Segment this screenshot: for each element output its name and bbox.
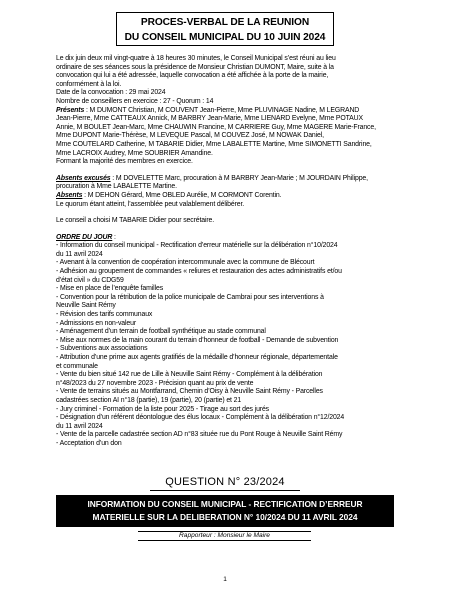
- conseillers-count: Nombre de conseillers en exercice : 27 - Quorum : 14: [56, 97, 214, 105]
- ordre-item-line: - Jury criminel - Formation de la liste pour 2025 - Tirage au sort des jurés: [56, 405, 270, 413]
- excuses-line: Absents excusés : M DOVELETTE Marc, procuration à M BARBRY Jean-Marie ; M JOURDAIN Philippe,: [56, 174, 368, 182]
- question-title-line-2: MATERIELLE SUR LA DELIBERATION N° 10/2024 DU 11 AVRIL 2024: [92, 511, 358, 522]
- title-line-1: PROCES-VERBAL DE LA REUNION: [140, 17, 310, 28]
- quorum-line: Le quorum étant atteint, l’assemblée peut valablement délibérer.: [56, 200, 245, 208]
- page-number: 1: [223, 576, 227, 583]
- presents-line: Mme COUTELARD Catherine, M TABARIE Didier, Mme LABALETTE Martine, Mme SIMONETTI Sandrine,: [56, 140, 372, 148]
- ordre-item-line: - Vente du bien situé 142 rue de Lille à Neuville Saint Rémy - Complément à la délibération: [56, 371, 323, 379]
- presents-line: Annie, M BOULET Jean-Marc, Mme CHAUWIN Francine, M CARRIERE Guy, Mme MAGERE Marie-France,: [56, 123, 376, 131]
- majorite-line: Formant la majorité des membres en exercice.: [56, 158, 193, 166]
- presents-line: Jean-Pierre, Mme CATTEAUX Annick, M BARBRY Jean-Marie, Mme LIENARD Evelyne, Mme POTAUX: [56, 115, 363, 123]
- ordre-item-line: n°48/2023 du 27 novembre 2023 - Précision quant au prix de vente: [56, 379, 254, 387]
- ordre-item-line: et communale: [56, 362, 98, 370]
- intro-line: ordinaire de ses séances sous la présidence de Monsieur Christian DUMONT, Maire, suite à la: [56, 63, 334, 71]
- ordre-item-line: - Subventions aux associations: [56, 345, 148, 353]
- ordre-item-line: Neuville Saint Rémy: [56, 302, 116, 310]
- absents-label: Absents: [56, 191, 83, 199]
- question-title-box: [56, 495, 394, 527]
- ordre-item-line: - Adhésion au groupement de commandes « reliures et restauration des actes administratifs et/ou: [56, 268, 342, 276]
- title-box: [116, 12, 334, 46]
- rapporteur: Rapporteur : Monsieur le Maire: [138, 531, 311, 541]
- title-line-2: DU CONSEIL MUNICIPAL DU 10 JUIN 2024: [124, 32, 326, 43]
- question-number: QUESTION N° 23/2024: [165, 476, 285, 488]
- ordre-du-jour-heading: ORDRE DU JOUR :: [56, 233, 116, 241]
- ordre-item-line: - Désignation d’un référent déontologue des élus locaux - Complément à la délibération n°12/2024: [56, 414, 345, 422]
- ordre-item-line: cadastrées section AI n°18 (partie), 19 (partie), 20 (partie) et 21: [56, 396, 242, 404]
- ordre-item-line: - Vente de terrains situés au Montfarrand, Chemin d’Oisy à Neuville Saint Rémy - Parcelles: [56, 388, 323, 396]
- intro-line: conformément à la loi.: [56, 80, 122, 88]
- ordre-label: ORDRE DU JOUR: [56, 233, 113, 241]
- intro-line: convocation qui lui a été adressée, laquelle convocation a été affichée à la porte de la mairie,: [56, 72, 329, 80]
- ordre-item-line: - Admissions en non-valeur: [56, 319, 136, 327]
- presents-line: Présents : M DUMONT Christian, M COUVENT Jean-Pierre, Mme PLUVINAGE Nadine, M LEGRAND: [56, 106, 360, 114]
- presents-label: Présents: [56, 106, 85, 114]
- ordre-item-line: - Mise aux normes de la main courant du terrain d’honneur de football - Demande de subvention: [56, 336, 339, 344]
- presents-line: Mme DUPONT Marie-Thérèse, M LEVEQUE Pascal, M COUVEZ José, M NOWAK Daniel,: [56, 132, 324, 140]
- ordre-item-line: - Information du conseil municipal - Rectification d’erreur matérielle sur la délibération n°10/2024: [56, 242, 338, 250]
- secretaire-line: Le conseil a choisi M TABARIE Didier pour secrétaire.: [56, 217, 215, 225]
- ordre-item-line: - Acceptation d’un don: [56, 439, 122, 447]
- question-title-line-1: INFORMATION DU CONSEIL MUNICIPAL - RECTIFICATION D’ERREUR: [87, 499, 363, 509]
- absents-line: Absents : M DEHON Gérard, Mme OBLED Aurélie, M CORMONT Corentin.: [56, 191, 282, 199]
- intro-line: Le dix juin deux mil vingt-quatre à 18 heures 30 minutes, le Conseil Municipal s’est réuni au lieu: [56, 55, 336, 62]
- ordre-item-line: - Attribution d’une prime aux agents gratifiés de la médaille d’honneur régionale, départementale: [56, 354, 338, 361]
- ordre-item-line: - Aménagement d’un terrain de football synthétique au stade communal: [56, 328, 266, 336]
- ordre-item-line: - Convention pour la rétribution de la police municipale de Cambrai pour ses interventions à: [56, 293, 324, 301]
- ordre-item-line: - Avenant à la convention de coopération intercommunale avec la commune de Blécourt: [56, 259, 315, 267]
- document-body: [56, 55, 396, 449]
- ordre-item-line: du 11 avril 2024: [56, 250, 103, 258]
- excuses-label: Absents excusés: [56, 174, 111, 182]
- convocation-date: Date de la convocation : 29 mai 2024: [56, 89, 166, 97]
- ordre-item-line: d’état civil » du CDG59: [56, 276, 124, 284]
- ordre-item-line: du 11 avril 2024: [56, 422, 103, 430]
- ordre-du-jour-list: [56, 242, 396, 448]
- question-rule: [150, 490, 300, 491]
- excuses-line: procuration à Mme LABALETTE Martine.: [56, 183, 177, 191]
- presents-line: Mme LACROIX Audrey, Mme SOUBRIER Amandine.: [56, 149, 213, 157]
- ordre-item-line: - Révision des tarifs communaux: [56, 311, 153, 319]
- ordre-item-line: - Mise en place de l’enquête familles: [56, 285, 164, 293]
- ordre-item-line: - Vente de la parcelle cadastrée section AD n°83 située rue du Pont Rouge à Neuville Saint Rémy: [56, 431, 343, 439]
